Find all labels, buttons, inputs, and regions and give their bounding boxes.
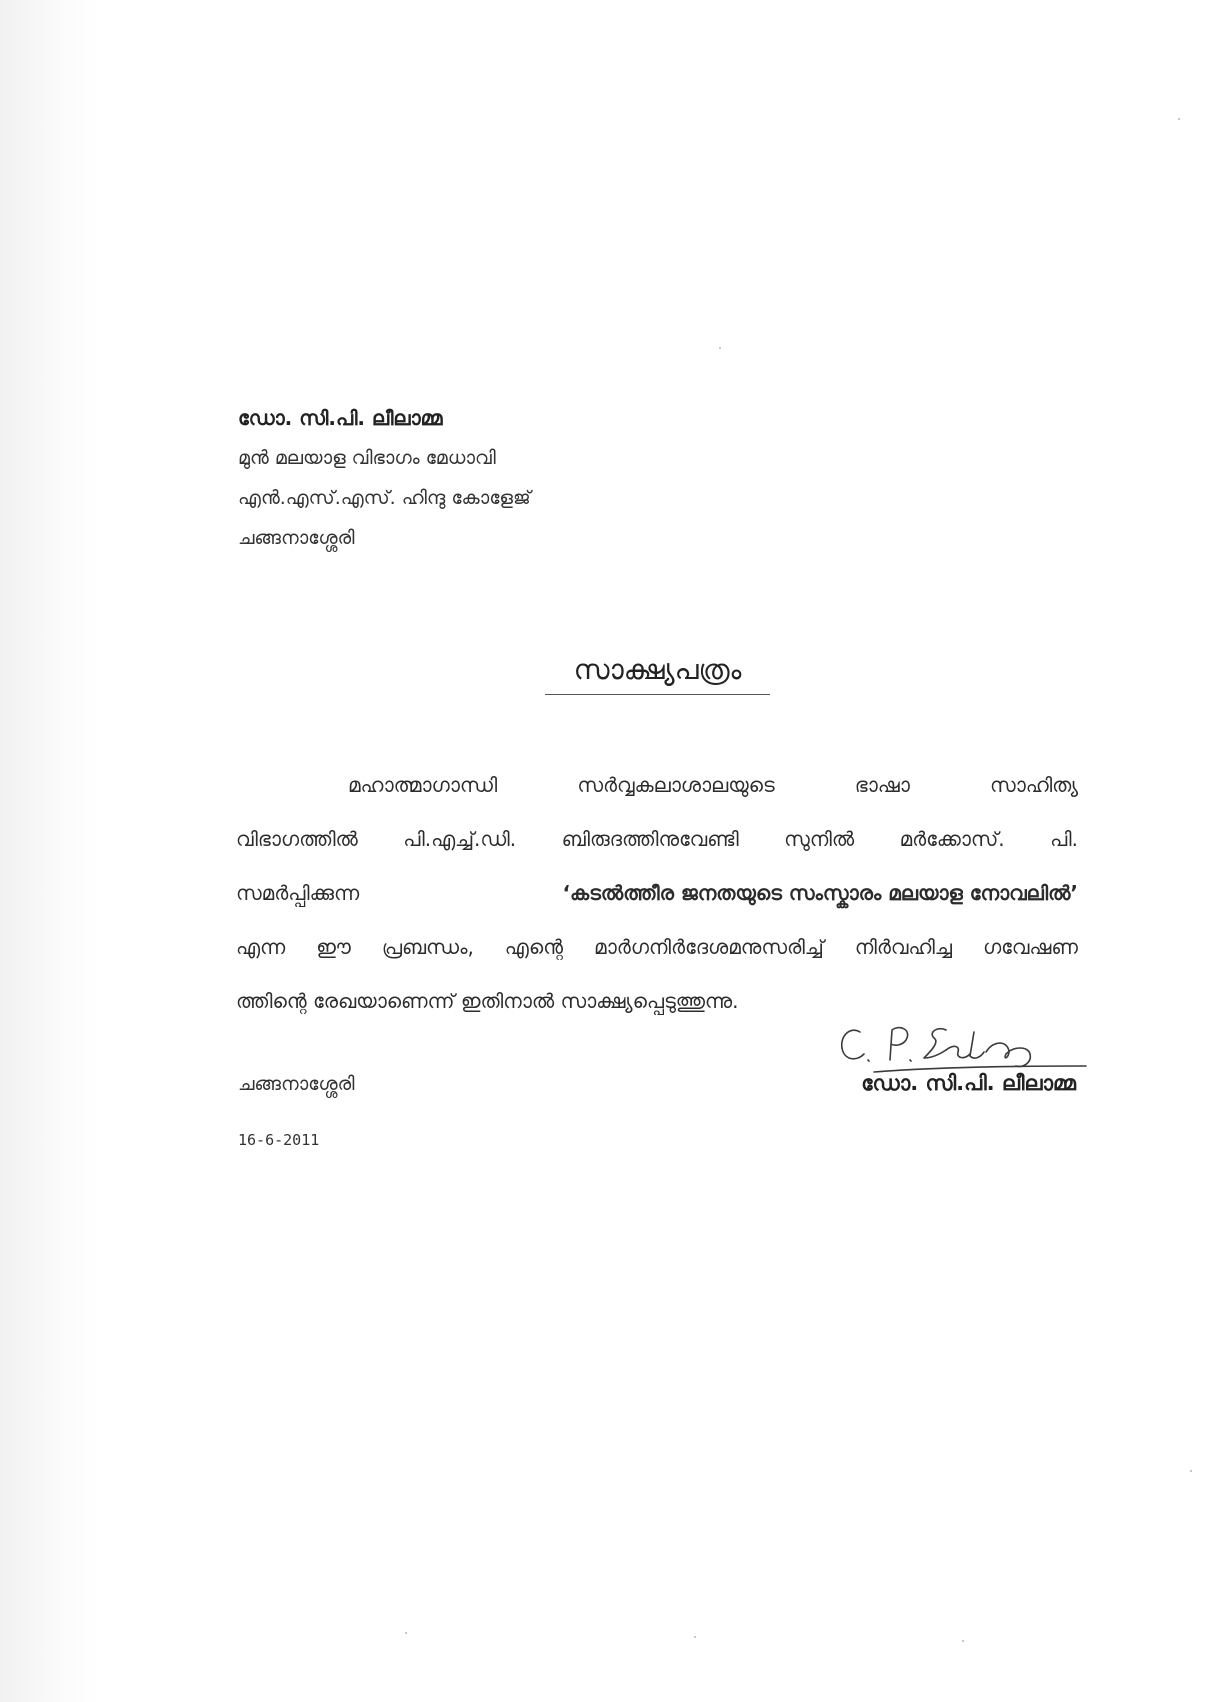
word: എന്റെ <box>504 935 564 959</box>
document-heading: സാക്ഷ്യപത്രം <box>545 648 770 695</box>
word: നിർവഹിച്ച <box>854 935 952 959</box>
word: മാർഗനിർദേശമനുസരിച്ച് <box>594 935 824 959</box>
word: ഗവേഷണ <box>982 935 1078 959</box>
sender-address-block <box>238 398 838 558</box>
paragraph-line-5: ത്തിന്റെ രേഖയാണെന്ന് ഇതിനാൽ സാക്ഷ്യപ്പെടുത്തുന്നു. <box>236 989 739 1013</box>
scan-speck <box>694 1636 696 1638</box>
word: ഈ <box>316 935 351 959</box>
sender-place: ചങ്ങനാശ്ശേരി <box>238 527 355 549</box>
scan-speck <box>1178 118 1180 120</box>
thesis-title: ‘കടൽത്തീര ജനതയുടെ സംസ്കാരം മലയാള നോവലിൽ’ <box>562 881 1078 905</box>
scan-edge-shadow <box>0 0 100 1702</box>
word: സമർപ്പിക്കുന്ന <box>236 881 360 905</box>
scan-speck <box>1190 1470 1192 1472</box>
sender-name: ഡോ. സി.പി. ലീലാമ്മ <box>238 406 443 430</box>
document-date: 16-6-2011 <box>238 1131 320 1149</box>
word: പി. <box>1050 827 1078 851</box>
word: സുനിൽ <box>784 827 855 851</box>
scan-speck <box>962 1640 964 1642</box>
sender-college: എൻ.എസ്.എസ്. ഹിന്ദു കോളേജ് <box>238 487 531 509</box>
word: മഹാത്മാഗാന്ധി <box>348 773 498 797</box>
word: പ്രബന്ധം, <box>381 935 474 959</box>
paragraph-line-1 <box>236 758 1078 812</box>
word: ഭാഷാ <box>854 773 910 797</box>
paragraph-line-2 <box>236 812 1078 866</box>
certificate-paragraph <box>236 758 1078 1028</box>
word: സാഹിത്യ <box>989 773 1078 797</box>
scan-speck <box>719 347 721 349</box>
word: മർക്കോസ്. <box>899 827 1005 851</box>
sender-designation: മുൻ മലയാള വിഭാഗം മേധാവി <box>238 447 496 469</box>
word: ബിരുദത്തിനുവേണ്ടി <box>561 827 739 851</box>
paragraph-line-4 <box>236 920 1078 974</box>
scan-speck <box>405 1632 407 1634</box>
word: വിഭാഗത്തിൽ <box>236 827 358 851</box>
word: എന്ന <box>236 935 286 959</box>
word: പി.എച്ച്.ഡി. <box>403 827 517 851</box>
word: സർവ്വകലാശാലയുടെ <box>577 773 775 797</box>
signer-name: ഡോ. സി.പി. ലീലാമ്മ <box>861 1071 1076 1095</box>
paragraph-line-3 <box>236 866 1078 920</box>
footer-place: ചങ്ങനാശ്ശേരി <box>238 1073 355 1095</box>
